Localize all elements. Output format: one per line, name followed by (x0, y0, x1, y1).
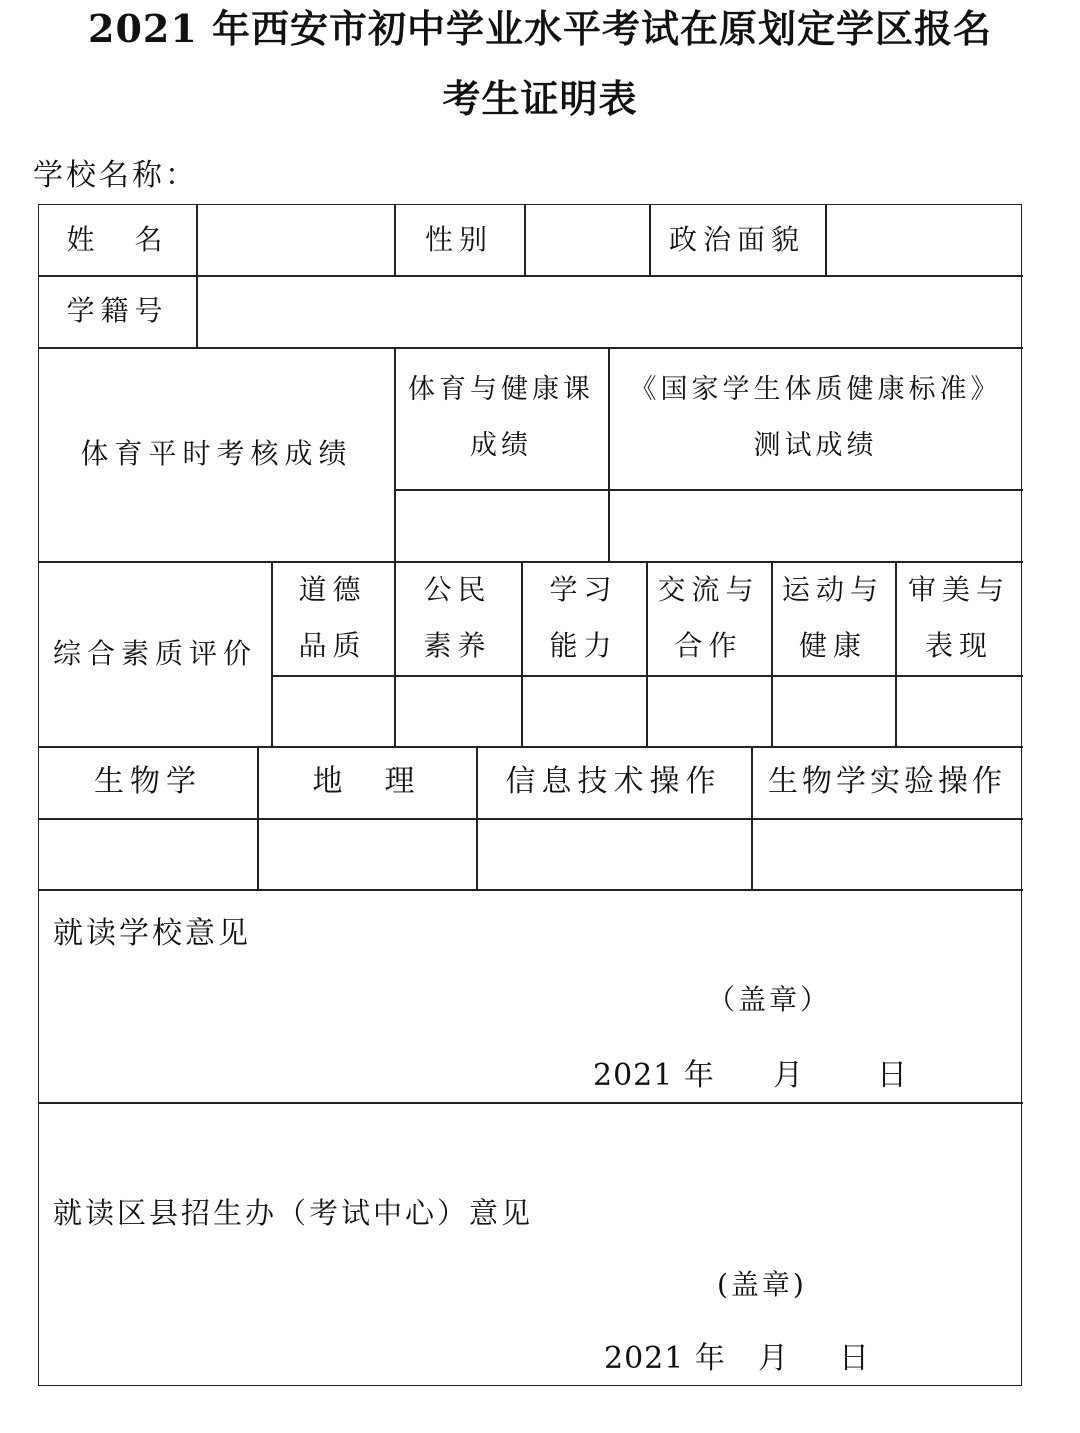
subject-header: 生物学实验操作 (768, 764, 1006, 799)
pe-course-header-line2: 成绩 (470, 430, 532, 461)
quality-item-line2: 表现 (924, 629, 993, 662)
name-field[interactable] (196, 205, 394, 275)
subject-header: 地 理 (312, 764, 421, 799)
subject-score-field[interactable] (39, 818, 257, 889)
quality-score-field[interactable] (394, 675, 521, 746)
quality-item-line1: 审美与 (907, 573, 1010, 606)
fitness-standard-header-line2: 测试成绩 (753, 430, 878, 461)
quality-score-field[interactable] (521, 675, 646, 746)
district-opinion-year: 2021 年 (604, 1341, 726, 1376)
table-line (39, 889, 1023, 891)
political-status-label: 政治面貌 (668, 223, 805, 256)
subject-header: 信息技术操作 (505, 764, 722, 799)
name-label: 姓 名 (66, 223, 169, 256)
certificate-table (38, 204, 1022, 1386)
quality-item-line1: 运动与 (781, 573, 884, 606)
subject-score-field[interactable] (476, 818, 751, 889)
school-seal-label: （盖章） (707, 983, 832, 1016)
district-opinion-day: 日 (839, 1341, 872, 1376)
quality-item-line2: 能力 (549, 629, 618, 662)
district-seal-label: (盖章) (717, 1268, 807, 1301)
subject-score-field[interactable] (257, 818, 476, 889)
pe-score-label: 体育平时考核成绩 (80, 437, 353, 470)
subject-score-field[interactable] (751, 818, 1023, 889)
quality-item-line1: 道德 (298, 573, 367, 606)
quality-item-line2: 合作 (674, 629, 743, 662)
quality-item-header (521, 561, 646, 675)
district-opinion-month: 月 (758, 1341, 791, 1376)
quality-item-line2: 健康 (798, 629, 867, 662)
student-id-field[interactable] (196, 275, 1023, 347)
pe-course-header (394, 347, 608, 489)
quality-item-header (646, 561, 771, 675)
quality-item-line1: 公民 (423, 573, 492, 606)
fitness-standard-header-line1: 《国家学生体质健康标准》 (629, 374, 1002, 405)
subject-header: 生物学 (94, 764, 202, 799)
quality-item-header (895, 561, 1023, 675)
quality-score-field[interactable] (271, 675, 394, 746)
gender-field[interactable] (524, 205, 649, 275)
pe-course-header-line1: 体育与健康课 (408, 374, 594, 405)
quality-item-line1: 交流与 (657, 573, 760, 606)
quality-item-line2: 品质 (298, 629, 367, 662)
form-title-line1: 2021 年西安市初中学业水平考试在原划定学区报名 (88, 6, 992, 51)
pe-course-score-field[interactable] (394, 489, 608, 561)
table-line (39, 1102, 1023, 1104)
gender-label: 性别 (424, 223, 493, 256)
quality-item-header (394, 561, 521, 675)
form-title-line2: 考生证明表 (442, 76, 638, 121)
school-opinion-year: 2021 年 (593, 1058, 715, 1093)
school-opinion-month: 月 (773, 1058, 806, 1093)
quality-item-line2: 素养 (423, 629, 492, 662)
quality-item-header (271, 561, 394, 675)
school-opinion-label: 就读学校意见 (53, 916, 251, 951)
district-opinion-label: 就读区县招生办（考试中心）意见 (53, 1196, 534, 1230)
quality-score-field[interactable] (771, 675, 895, 746)
school-name-label: 学校名称： (33, 158, 198, 193)
quality-score-field[interactable] (895, 675, 1023, 746)
quality-evaluation-label: 综合素质评价 (52, 636, 257, 670)
quality-item-header (771, 561, 895, 675)
quality-item-line1: 学习 (549, 573, 618, 606)
fitness-standard-score-field[interactable] (608, 489, 1023, 561)
political-status-field[interactable] (825, 205, 1023, 275)
quality-score-field[interactable] (646, 675, 771, 746)
student-id-label: 学籍号 (66, 294, 169, 327)
school-opinion-day: 日 (877, 1058, 910, 1093)
fitness-standard-header (608, 347, 1023, 489)
